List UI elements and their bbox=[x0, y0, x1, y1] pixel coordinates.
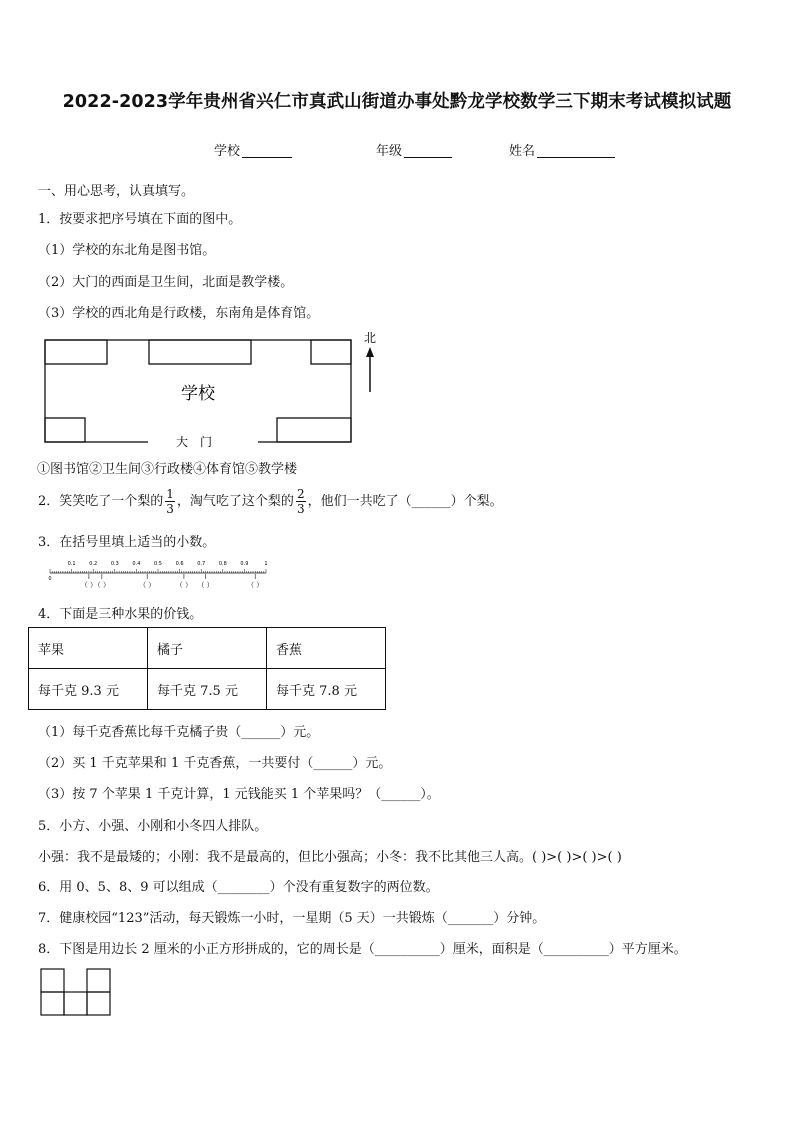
school-label: 学校 bbox=[181, 384, 215, 404]
school-label: 学校 bbox=[214, 144, 241, 159]
tick-label: 0.6 bbox=[175, 561, 184, 567]
table-header-apple: 苹果 bbox=[29, 628, 148, 669]
grade-label: 年级 bbox=[376, 144, 403, 159]
q5-stem: 5．小方、小强、小刚和小冬四人排队。 bbox=[38, 819, 268, 834]
number-line-brackets bbox=[81, 574, 264, 589]
q4-sub-3: （3）按 7 个苹果 1 千克计算，1 元钱能买 1 个苹果吗？（______）。 bbox=[38, 787, 440, 802]
grade-blank[interactable] bbox=[404, 143, 452, 158]
fraction-numerator: 2 bbox=[296, 487, 305, 501]
tick-label: 0.8 bbox=[218, 561, 227, 567]
number-line bbox=[44, 556, 276, 592]
q2-text-post: ，他们一共吃了（______）个梨。 bbox=[307, 494, 503, 509]
name-blank[interactable] bbox=[537, 143, 615, 158]
q4-sub-2: （2）买 1 千克苹果和 1 千克香蕉，一共要付（______）元。 bbox=[38, 756, 392, 771]
q1-item-3: （3）学校的西北角是行政楼，东南角是体育馆。 bbox=[38, 306, 320, 321]
fraction-one-third bbox=[165, 487, 175, 516]
fraction-denominator: 3 bbox=[166, 502, 174, 516]
page-title: 2022-2023学年贵州省兴仁市真武山街道办事处黔龙学校数学三下期末考试模拟试题 bbox=[62, 92, 732, 112]
small-square bbox=[87, 992, 110, 1015]
q1-item-1: （1）学校的东北角是图书馆。 bbox=[38, 243, 216, 258]
tick-label: 0.5 bbox=[154, 561, 162, 567]
tick-label: 1 bbox=[264, 561, 268, 567]
answer-bracket: （ ） bbox=[93, 581, 110, 589]
tick-label: 0.1 bbox=[67, 561, 76, 567]
section-heading: 一、用心思考，认真填写。 bbox=[38, 184, 195, 199]
name-field bbox=[509, 140, 615, 159]
q1-item-2: （2）大门的西面是卫生间，北面是教学楼。 bbox=[38, 275, 294, 290]
q6: 6．用 0、5、8、9 可以组成（________）个没有重复数字的两位数。 bbox=[38, 880, 439, 895]
q2-text-pre: 2．笑笑吃了一个梨的 bbox=[38, 494, 164, 509]
answer-bracket: （ ） bbox=[175, 581, 193, 589]
table-cell-apple-price: 每千克 9.3 元 bbox=[29, 669, 148, 710]
fruit-price-table bbox=[28, 627, 386, 710]
q1-stem: 1．按要求把序号填在下面的图中。 bbox=[38, 212, 242, 227]
table-cell-banana-price: 每千克 7.8 元 bbox=[267, 669, 386, 710]
grade-field bbox=[376, 140, 452, 159]
ne-corner-box[interactable] bbox=[311, 340, 351, 364]
school-map bbox=[38, 326, 398, 450]
q5-line: 小强：我不是最矮的；小刚：我不是最高的，但比小强高；小冬：我不比其他三人高。( )>( )>( )>( ) bbox=[38, 850, 622, 865]
q4-sub-1: （1）每千克香蕉比每千克橘子贵（______）元。 bbox=[38, 725, 320, 740]
q4-stem: 4．下面是三种水果的价钱。 bbox=[38, 607, 203, 622]
north-label: 北 bbox=[363, 331, 377, 345]
arrow-head-icon bbox=[366, 347, 374, 357]
answer-bracket: （ ） bbox=[139, 581, 156, 589]
school-blank[interactable] bbox=[242, 143, 292, 158]
tick-label: 0.3 bbox=[110, 561, 119, 567]
small-square bbox=[41, 969, 64, 992]
tick-label: 0.2 bbox=[89, 561, 98, 567]
school-field bbox=[214, 140, 292, 159]
small-square bbox=[41, 992, 64, 1015]
gate-label: 大 门 bbox=[175, 435, 213, 449]
answer-bracket: （ ） bbox=[247, 581, 264, 589]
small-square bbox=[87, 969, 110, 992]
north-building-box[interactable] bbox=[149, 340, 251, 364]
tick-label: 0.4 bbox=[132, 561, 141, 567]
fraction-denominator: 3 bbox=[296, 502, 305, 516]
answer-bracket: （ ） bbox=[80, 581, 97, 589]
table-row bbox=[29, 669, 386, 710]
q1-legend: ①图书馆②卫生间③行政楼④体育馆⑤教学楼 bbox=[37, 462, 298, 477]
small-square bbox=[64, 992, 87, 1015]
tick-label: 0.9 bbox=[240, 561, 249, 567]
q7: 7．健康校园“123”活动，每天锻炼一小时，一星期（5 天）一共锻炼（_______）分钟。 bbox=[38, 911, 546, 926]
table-header-banana: 香蕉 bbox=[267, 628, 386, 669]
fraction-numerator: 1 bbox=[166, 487, 174, 501]
number-line-ticks bbox=[50, 569, 266, 573]
fraction-two-thirds bbox=[296, 487, 306, 516]
tick-label: 0 bbox=[48, 576, 52, 582]
square-figure bbox=[40, 968, 112, 1018]
name-label: 姓名 bbox=[509, 144, 536, 159]
table-row bbox=[29, 628, 386, 669]
nw-corner-box[interactable] bbox=[45, 340, 107, 364]
table-header-orange: 橘子 bbox=[148, 628, 267, 669]
table-cell-orange-price: 每千克 7.5 元 bbox=[148, 669, 267, 710]
q3-stem: 3．在括号里填上适当的小数。 bbox=[38, 535, 216, 550]
q2 bbox=[38, 485, 503, 519]
q2-text-mid: ，淘气吃了这个梨的 bbox=[176, 494, 294, 509]
answer-bracket: （ ） bbox=[197, 581, 214, 589]
tick-label: 0.7 bbox=[197, 561, 206, 567]
se-corner-box[interactable] bbox=[277, 418, 351, 442]
q8: 8．下图是用边长 2 厘米的小正方形拼成的，它的周长是（__________）厘米，面积是（__________）平方厘米。 bbox=[38, 942, 687, 957]
sw-corner-box[interactable] bbox=[45, 418, 85, 442]
